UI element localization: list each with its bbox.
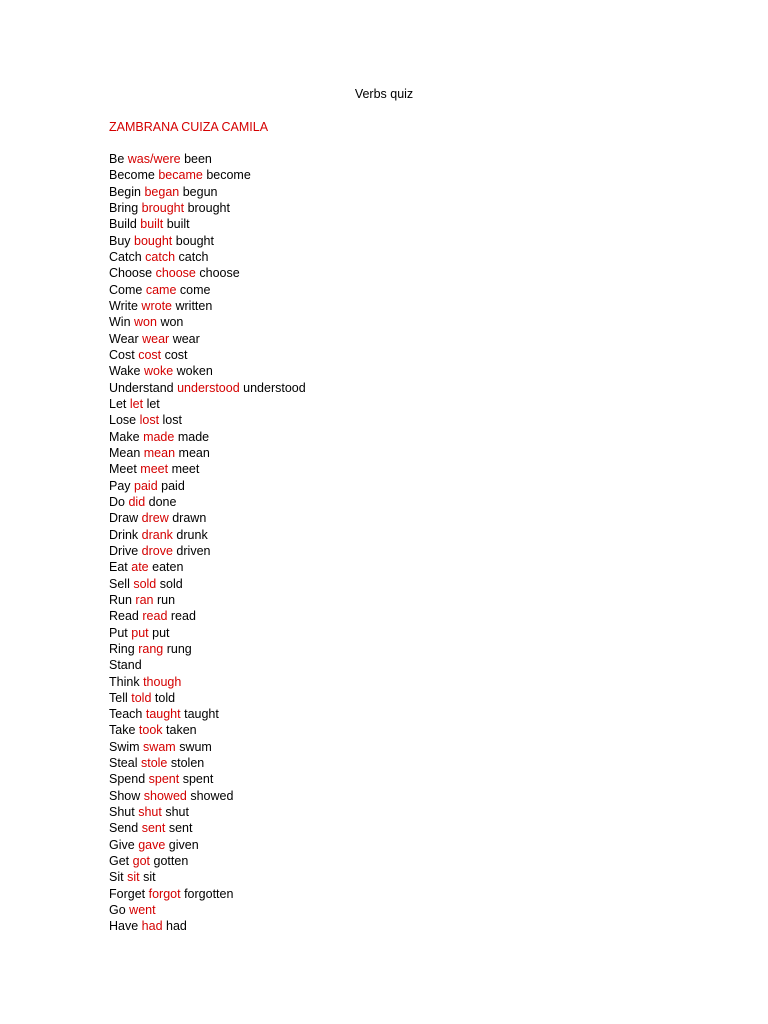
verb-row	[109, 641, 306, 657]
verb-past-answer: drew	[141, 511, 169, 526]
verb-past-answer: sent	[141, 821, 166, 836]
verb-row	[109, 429, 306, 445]
verb-participle: done	[148, 494, 177, 509]
verb-past-answer: showed	[143, 788, 187, 803]
verb-participle: lost	[162, 413, 182, 428]
verb-base: Give	[109, 837, 135, 852]
verb-past-answer: wrote	[141, 298, 172, 313]
verb-participle: driven	[176, 543, 211, 558]
verb-base: Put	[109, 625, 128, 640]
verb-participle: told	[154, 690, 176, 705]
verb-base: Become	[109, 168, 155, 183]
verb-row	[109, 771, 306, 787]
verb-past-answer: cost	[138, 347, 162, 362]
verb-past-answer: forgot	[148, 886, 181, 901]
verb-row	[109, 167, 306, 183]
verb-past-answer: told	[131, 690, 152, 705]
verb-past-answer: woke	[143, 364, 174, 379]
verb-base: Cost	[109, 347, 135, 362]
verb-past-answer: built	[140, 217, 164, 232]
verb-participle: taught	[184, 707, 219, 722]
verb-participle: come	[179, 282, 211, 297]
verb-participle: bought	[175, 233, 214, 248]
verb-base: Stand	[109, 658, 142, 673]
verb-base: Go	[109, 903, 126, 918]
verb-row	[109, 445, 306, 461]
verb-participle: rung	[166, 641, 192, 656]
verb-row	[109, 592, 306, 608]
verb-base: Have	[109, 919, 139, 934]
verb-row	[109, 233, 306, 249]
verb-row	[109, 804, 306, 820]
verb-participle: given	[168, 837, 199, 852]
verb-base: Tell	[109, 690, 128, 705]
verb-row	[109, 461, 306, 477]
verb-base: Sit	[109, 870, 124, 885]
verb-list	[109, 151, 306, 935]
verb-past-answer: began	[144, 184, 180, 199]
verb-base: Teach	[109, 707, 143, 722]
verb-base: Meet	[109, 462, 137, 477]
verb-row	[109, 412, 306, 428]
verb-base: Wear	[109, 331, 139, 346]
verb-past-answer: understood	[177, 380, 240, 395]
verb-participle: been	[184, 152, 212, 166]
verb-past-answer: swam	[143, 739, 176, 754]
verb-past-answer: paid	[134, 478, 158, 493]
verb-past-answer: sold	[133, 576, 157, 591]
verb-base: Drink	[109, 527, 139, 542]
verb-participle: drawn	[172, 511, 207, 526]
verb-past-answer: ran	[135, 592, 154, 607]
verb-row	[109, 837, 306, 853]
verb-participle: gotten	[153, 854, 189, 869]
verb-participle: meet	[171, 462, 200, 477]
verb-row	[109, 918, 306, 934]
verb-base: Write	[109, 298, 138, 313]
verb-base: Draw	[109, 511, 139, 526]
verb-past-answer: became	[158, 168, 203, 183]
verb-past-answer: won	[134, 315, 157, 330]
verb-base: Mean	[109, 445, 141, 460]
verb-row	[109, 494, 306, 510]
verb-base: Understand	[109, 380, 174, 395]
verb-participle: understood	[243, 380, 306, 395]
verb-past-answer: put	[131, 625, 149, 640]
verb-participle: written	[175, 298, 213, 313]
verb-past-answer: came	[145, 282, 177, 297]
verb-past-answer: was/were	[127, 152, 181, 166]
verb-participle: spent	[182, 772, 214, 787]
verb-participle: brought	[187, 200, 230, 215]
verb-row	[109, 657, 306, 673]
verb-row	[109, 788, 306, 804]
verb-participle: stolen	[170, 756, 205, 771]
verb-past-answer: choose	[155, 266, 196, 281]
verb-base: Steal	[109, 756, 138, 771]
verb-row	[109, 674, 306, 690]
verb-base: Forget	[109, 886, 146, 901]
verb-past-answer: stole	[140, 756, 168, 771]
verb-participle: shut	[165, 805, 189, 820]
verb-row	[109, 739, 306, 755]
verb-row	[109, 265, 306, 281]
verb-row	[109, 184, 306, 200]
verb-past-answer: shut	[138, 805, 162, 820]
verb-row	[109, 363, 306, 379]
verb-base: Begin	[109, 184, 141, 199]
verb-participle: had	[166, 919, 187, 934]
verb-row	[109, 559, 306, 575]
verb-participle: paid	[161, 478, 185, 493]
verb-base: Swim	[109, 739, 140, 754]
verb-base: Let	[109, 396, 127, 411]
verb-row	[109, 706, 306, 722]
verb-past-answer: read	[142, 609, 168, 624]
verb-participle: built	[166, 217, 190, 232]
verb-participle: sent	[168, 821, 193, 836]
verb-base: Bring	[109, 200, 139, 215]
verb-past-answer: wear	[142, 331, 170, 346]
verb-base: Wake	[109, 364, 141, 379]
student-name: ZAMBRANA CUIZA CAMILA	[109, 120, 269, 134]
verb-past-answer: taught	[145, 707, 181, 722]
verb-past-answer: ate	[131, 560, 149, 575]
page-title: Verbs quiz	[354, 87, 414, 101]
verb-participle: become	[206, 168, 251, 183]
verb-base: Run	[109, 592, 132, 607]
verb-row	[109, 347, 306, 363]
verb-base: Spend	[109, 772, 146, 787]
verb-row	[109, 249, 306, 265]
verb-participle: forgotten	[184, 886, 234, 901]
verb-base: Do	[109, 494, 125, 509]
verb-base: Drive	[109, 543, 139, 558]
verb-base: Come	[109, 282, 143, 297]
verb-participle: cost	[164, 347, 188, 362]
verb-past-answer: mean	[143, 445, 176, 460]
verb-row	[109, 576, 306, 592]
verb-past-answer: went	[129, 903, 156, 918]
verb-base: Think	[109, 674, 140, 689]
verb-past-answer: gave	[138, 837, 166, 852]
verb-base: Ring	[109, 641, 135, 656]
verb-participle: sold	[159, 576, 183, 591]
verb-base: Get	[109, 854, 130, 869]
verb-base: Shut	[109, 805, 135, 820]
verb-base: Read	[109, 609, 139, 624]
verb-row	[109, 478, 306, 494]
verb-participle: swum	[179, 739, 212, 754]
verb-participle: woken	[176, 364, 213, 379]
verb-row	[109, 200, 306, 216]
verb-base: Catch	[109, 249, 142, 264]
verb-participle: eaten	[152, 560, 184, 575]
verb-participle: won	[160, 315, 184, 330]
verb-past-answer: did	[128, 494, 146, 509]
verb-participle: put	[152, 625, 170, 640]
verb-past-answer: bought	[134, 233, 173, 248]
verb-past-answer: let	[129, 396, 144, 411]
verb-base: Choose	[109, 266, 153, 281]
verb-past-answer: drank	[141, 527, 173, 542]
verb-participle: showed	[190, 788, 234, 803]
verb-participle: drunk	[176, 527, 208, 542]
verb-base: Lose	[109, 413, 137, 428]
verb-past-answer: spent	[148, 772, 180, 787]
verb-row	[109, 886, 306, 902]
verb-row	[109, 216, 306, 232]
verb-participle: wear	[172, 331, 200, 346]
verb-row	[109, 722, 306, 738]
verb-base: Pay	[109, 478, 131, 493]
verb-row	[109, 902, 306, 918]
verb-base: Be	[109, 152, 125, 166]
verb-row	[109, 380, 306, 396]
verb-past-answer: took	[138, 723, 163, 738]
verb-participle: sit	[143, 870, 156, 885]
verb-row	[109, 527, 306, 543]
verb-base: Eat	[109, 560, 128, 575]
verb-row	[109, 820, 306, 836]
verb-past-answer: meet	[140, 462, 169, 477]
verb-participle: read	[170, 609, 196, 624]
verb-past-answer: though	[143, 674, 182, 689]
verb-past-answer: drove	[141, 543, 173, 558]
verb-participle: let	[146, 396, 160, 411]
verb-row	[109, 314, 306, 330]
verb-past-answer: catch	[145, 249, 176, 264]
verb-base: Win	[109, 315, 131, 330]
verb-row	[109, 608, 306, 624]
verb-base: Build	[109, 217, 137, 232]
verb-participle: run	[156, 592, 176, 607]
verb-past-answer: lost	[139, 413, 160, 428]
verb-base: Make	[109, 429, 140, 444]
verb-participle: made	[177, 429, 210, 444]
verb-base: Show	[109, 788, 141, 803]
verb-row	[109, 690, 306, 706]
verb-base: Send	[109, 821, 139, 836]
verb-row	[109, 869, 306, 885]
verb-participle: taken	[166, 723, 197, 738]
verb-past-answer: had	[141, 919, 163, 934]
verb-row	[109, 151, 306, 167]
verb-past-answer: got	[132, 854, 151, 869]
verb-row	[109, 298, 306, 314]
verb-base: Buy	[109, 233, 131, 248]
verb-past-answer: made	[143, 429, 175, 444]
verb-row	[109, 853, 306, 869]
verb-row	[109, 510, 306, 526]
verb-participle: begun	[182, 184, 218, 199]
verb-row	[109, 282, 306, 298]
verb-row	[109, 331, 306, 347]
verb-row	[109, 543, 306, 559]
verb-past-answer: sit	[127, 870, 140, 885]
verb-base: Take	[109, 723, 136, 738]
verb-row	[109, 625, 306, 641]
verb-past-answer: rang	[138, 641, 164, 656]
verb-base: Sell	[109, 576, 130, 591]
verb-participle: mean	[178, 445, 210, 460]
verb-participle: choose	[199, 266, 240, 281]
verb-past-answer: brought	[141, 200, 185, 215]
verb-row	[109, 396, 306, 412]
verb-row	[109, 755, 306, 771]
verb-participle: catch	[178, 249, 209, 264]
